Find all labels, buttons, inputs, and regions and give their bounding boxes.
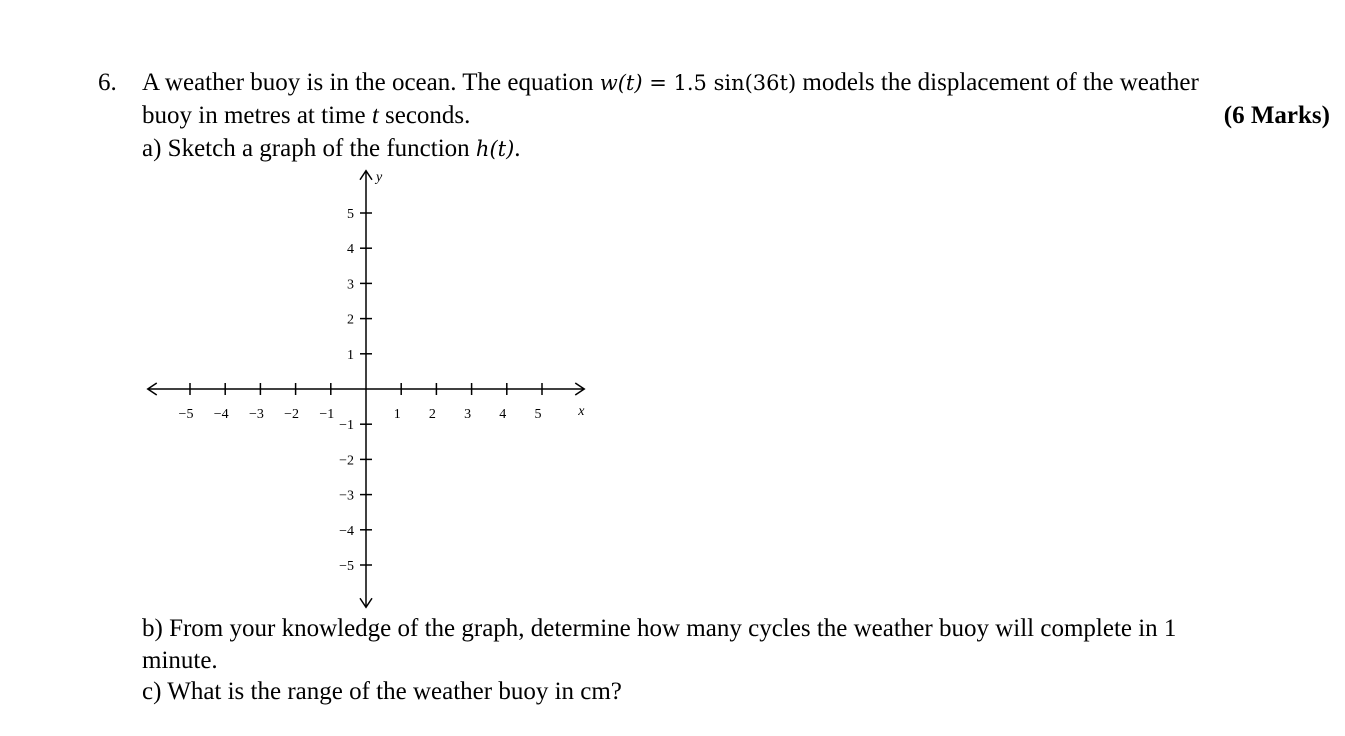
intro-text-1: A weather buoy is in the ocean. The equation: [142, 69, 600, 96]
x-tick-label: −5: [178, 407, 194, 422]
y-tick-label: 2: [347, 312, 354, 328]
y-tick-label: −4: [339, 523, 354, 539]
y-tick-label: 5: [347, 207, 354, 222]
y-tick-label: 4: [347, 242, 354, 258]
part-b-line-1: b) From your knowledge of the graph, determine how many cycles the weather buoy will complete in 1: [142, 615, 1177, 642]
x-tick-label: 5: [534, 407, 542, 422]
x-tick-label: 2: [428, 407, 436, 422]
x-tick-label: 3: [464, 407, 472, 422]
part-a-function: h(t): [475, 137, 515, 161]
equation-lhs: w(t): [599, 71, 643, 95]
x-tick-label: −1: [319, 407, 335, 422]
y-axis-label: y: [376, 169, 383, 185]
equation-coefficient: 1.5: [673, 71, 707, 95]
part-b-line-2: minute.: [142, 647, 218, 674]
y-tick-label: −3: [339, 488, 354, 504]
x-tick-label: 4: [499, 407, 507, 422]
question-number: 6.: [98, 69, 117, 96]
intro-text-2: models the displacement of the weather: [796, 69, 1199, 96]
time-variable: t: [371, 102, 379, 129]
intro-text-3: buoy in metres at time: [142, 102, 372, 129]
y-tick-label: −2: [339, 453, 354, 469]
y-tick-label: 3: [347, 277, 354, 293]
part-a-text: a) Sketch a graph of the function: [142, 135, 476, 162]
x-tick-label: −2: [284, 407, 300, 422]
equation-function: sin(36t): [706, 71, 797, 95]
x-tick-label: 1: [393, 407, 401, 422]
equation-equals: =: [642, 71, 674, 95]
x-axis-label: x: [578, 404, 585, 419]
part-c: c) What is the range of the weather buoy in cm?: [142, 678, 622, 705]
intro-text-4: seconds.: [378, 102, 471, 129]
y-tick-label: −5: [339, 559, 354, 574]
x-tick-label: −4: [213, 407, 229, 422]
y-tick-label: 1: [347, 347, 354, 363]
x-tick-label: −3: [248, 407, 264, 422]
y-tick-label: −1: [339, 418, 354, 434]
part-a-period: .: [514, 135, 521, 162]
marks-label: (6 Marks): [1223, 102, 1330, 129]
